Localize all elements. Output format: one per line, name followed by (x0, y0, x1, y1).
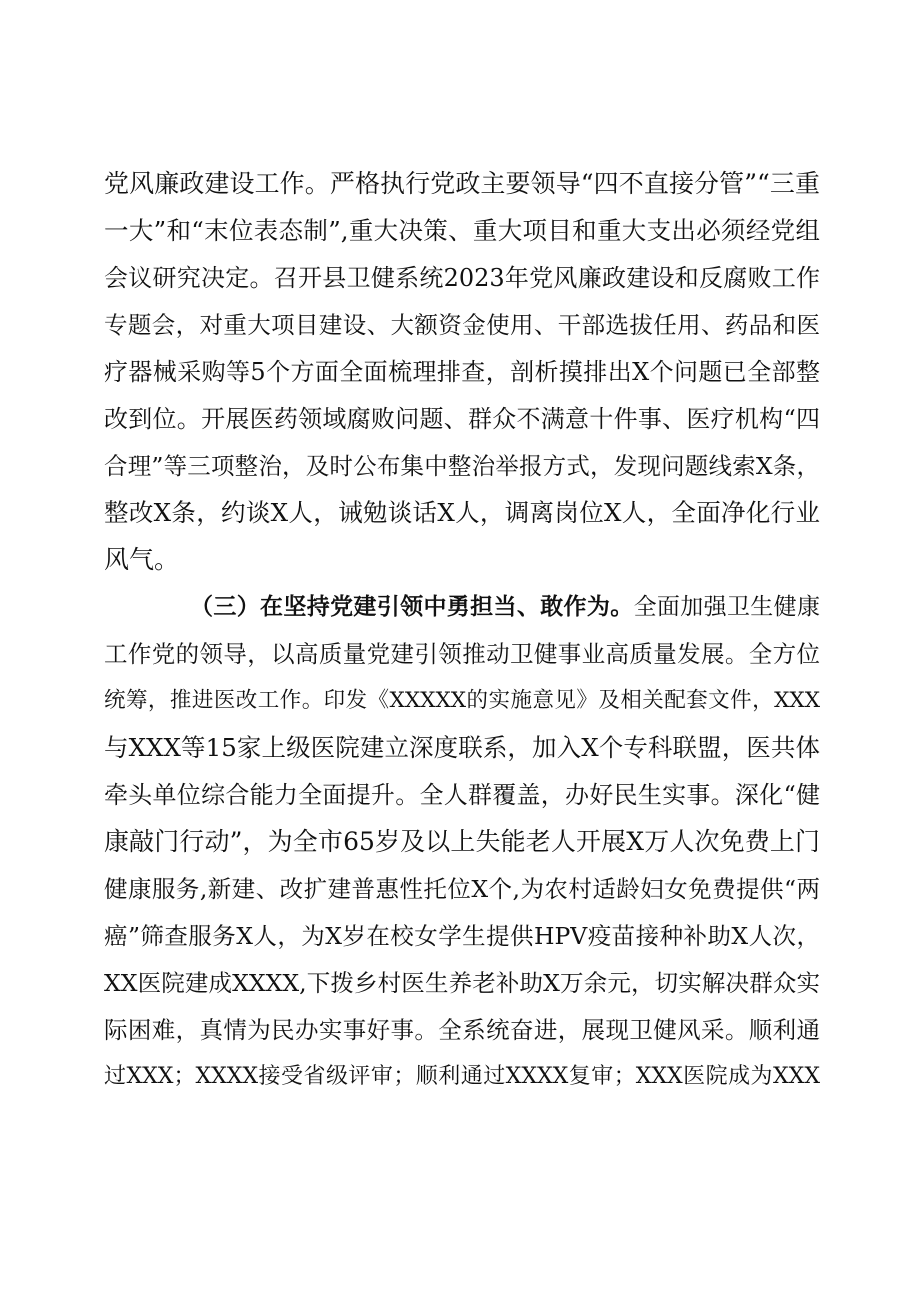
text-line: 统筹，推进医改工作。印发《XXXXX的实施意见》及相关配套文件，XXX (104, 688, 820, 713)
text-line: 与XXX等15家上级医院建立深度联系，加入X个专科联盟，医共体 (104, 733, 820, 762)
text-line: 风气。 (104, 545, 180, 574)
text-line: 疗器械采购等5个方面全面梳理排查，剖析摸排出X个问题已全部整 (104, 358, 820, 386)
text-line: 牵头单位综合能力全面提升。全人群覆盖，办好民生实事。深化“健 (104, 781, 820, 809)
text-line: XX医院建成XXXX,下拨乡村医生养老补助X万余元，切实解决群众实 (104, 969, 820, 997)
section-heading-continuation: 全面加强卫生健康 (633, 594, 821, 620)
text-line: 际困难，真情为民办实事好事。全系统奋进，展现卫健风采。顺利通 (104, 1016, 820, 1044)
section-heading: （三）在坚持党建引领中勇担当、敢作为。 (190, 593, 634, 620)
text-line: 健康服务,新建、改扩建普惠性托位X个,为农村适龄妇女免费提供“两 (104, 875, 820, 903)
text-line: 过XXX；XXXX接受省级评审；顺利通过XXXX复审；XXX医院成为XXX (104, 1064, 820, 1089)
text-line: 合理”等三项整治，及时公布集中整治举报方式，发现问题线索X条， (104, 452, 820, 480)
text-line: 工作党的领导，以高质量党建引领推动卫健事业高质量发展。全方位 (104, 640, 820, 668)
text-line: 改到位。开展医药领域腐败问题、群众不满意十件事、医疗机构“四 (104, 405, 820, 433)
section-heading-line (190, 591, 820, 623)
text-line: 整改X条，约谈X人，诫勉谈话X人，调离岗位X人，全面净化行业 (104, 498, 820, 527)
text-line: 一大”和“末位表态制”,重大决策、重大项目和重大支出必须经党组 (104, 216, 820, 245)
text-line: 康敲门行动”，为全市65岁及以上失能老人开展X万人次免费上门 (104, 827, 820, 856)
text-line: 癌”筛查服务X人，为X岁在校女学生提供HPV疫苗接种补助X人次， (104, 922, 820, 950)
text-line: 党风廉政建设工作。严格执行党政主要领导“四不直接分管”“三重 (104, 169, 820, 198)
text-line: 会议研究决定。召开县卫健系统2023年党风廉政建设和反腐败工作 (104, 264, 820, 292)
text-line: 专题会，对重大项目建设、大额资金使用、干部选拔任用、药品和医 (104, 311, 820, 339)
